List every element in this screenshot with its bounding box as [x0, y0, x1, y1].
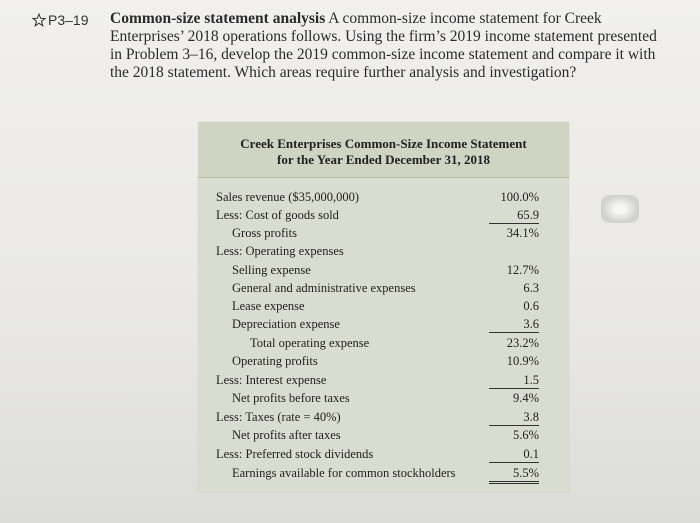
- row-value: 65.9: [489, 208, 539, 224]
- row-label: Earnings available for common stockholders: [232, 466, 456, 480]
- row-value: 1.5: [489, 373, 539, 389]
- table-row: [198, 299, 569, 317]
- row-label: Less: Operating expenses: [216, 244, 344, 258]
- table-row: [198, 354, 569, 372]
- row-value: 3.8: [489, 410, 539, 426]
- problem-body: A common-size income statement for Creek Enterprises’ 2018 operations follows. Using the firm’s 2019 income statement presented in Problem 3–16, develop the 2019 common-size income statement and compare it with the 2018 statement. Which areas require further analysis and investigation?: [110, 10, 657, 81]
- table-title-line-2: for the Year Ended December 31, 2018: [277, 152, 490, 167]
- table-title: [198, 136, 569, 168]
- row-label: Gross profits: [232, 226, 297, 240]
- row-value: 3.6: [489, 317, 539, 333]
- row-label: Lease expense: [232, 299, 305, 313]
- row-value: 0.1: [489, 447, 539, 463]
- row-label: Less: Preferred stock dividends: [216, 447, 374, 461]
- row-label: Less: Interest expense: [216, 373, 327, 387]
- row-value: 12.7%: [506, 263, 539, 277]
- row-label: Less: Cost of goods sold: [216, 208, 339, 222]
- row-value: 9.4%: [512, 391, 539, 405]
- row-label: Net profits before taxes: [232, 391, 350, 405]
- row-label: Operating profits: [232, 354, 318, 368]
- table-row: [198, 466, 569, 484]
- problem-statement: [110, 10, 670, 82]
- star-icon: [32, 13, 46, 27]
- row-value: 34.1%: [506, 226, 539, 240]
- table-row: [198, 208, 569, 226]
- income-statement-table: [198, 122, 569, 492]
- table-row: [198, 447, 569, 465]
- table-row: [198, 226, 569, 244]
- table-row: [198, 190, 569, 208]
- table-row: [198, 263, 569, 281]
- row-label: Depreciation expense: [232, 317, 340, 331]
- row-label: Total operating expense: [250, 336, 370, 350]
- row-value: 5.6%: [512, 428, 539, 442]
- row-value: 23.2%: [506, 336, 539, 350]
- row-label: General and administrative expenses: [232, 281, 416, 295]
- row-value: 100.0%: [500, 190, 539, 204]
- row-value: 6.3: [523, 281, 539, 295]
- table-row: [198, 336, 569, 354]
- table-row: [198, 244, 569, 262]
- table-row: [198, 373, 569, 391]
- row-label: Sales revenue ($35,000,000): [216, 190, 360, 204]
- table-header: [198, 122, 569, 178]
- table-row: [198, 410, 569, 428]
- row-label: Selling expense: [232, 263, 311, 277]
- row-label: Less: Taxes (rate = 40%): [216, 410, 341, 424]
- table-row: [198, 317, 569, 335]
- row-value: 5.5%: [489, 466, 539, 484]
- table-row: [198, 391, 569, 409]
- problem-id-label: P3–19: [48, 12, 89, 28]
- table-row: [198, 428, 569, 446]
- row-value: 0.6: [523, 299, 539, 313]
- table-row: [198, 281, 569, 299]
- problem-number: [32, 12, 88, 28]
- table-title-line-1: Creek Enterprises Common-Size Income Statement: [240, 136, 527, 151]
- problem-heading: Common-size statement analysis: [110, 10, 326, 27]
- row-label: Net profits after taxes: [232, 428, 341, 442]
- photo-glare: [601, 195, 639, 223]
- row-value: 10.9%: [506, 354, 539, 368]
